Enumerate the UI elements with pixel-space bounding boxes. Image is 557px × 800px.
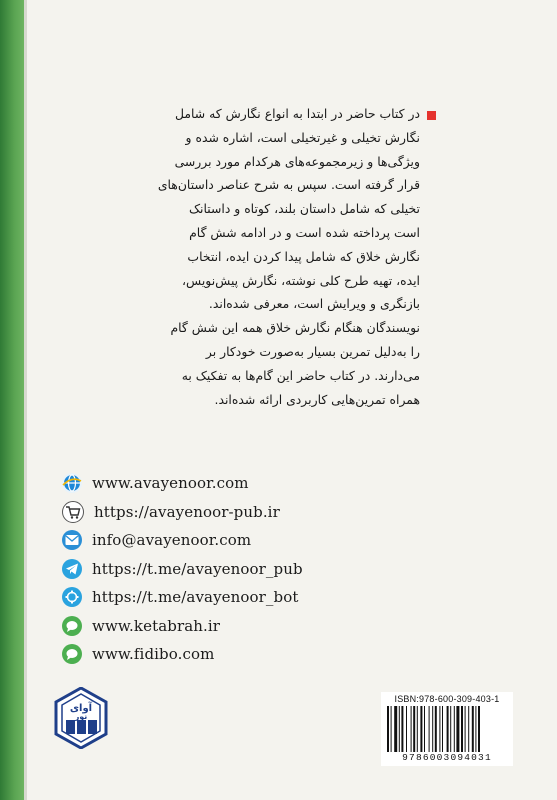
green-spine-strip [0, 0, 24, 800]
contact-links-list [62, 470, 303, 670]
svg-text:آوای: آوای [69, 703, 93, 714]
isbn-label: ISBN:978-600-309-403-1 [394, 694, 500, 704]
barcode-bar [413, 706, 415, 752]
fidibo-url: www.fidibo.com [92, 645, 215, 663]
red-bullet-square [427, 111, 436, 120]
barcode-bar [387, 706, 389, 752]
mail-icon [62, 530, 82, 550]
shop-link[interactable] [62, 499, 303, 525]
description-line: در کتاب حاضر در ابتدا به انواع نگارش که شامل [174, 106, 420, 121]
globe-icon [62, 473, 82, 493]
chat-bubble-icon [62, 616, 82, 636]
svg-text:نور: نور [74, 712, 88, 721]
barcode-bar [439, 706, 440, 752]
description-line: ایده، تهیه طرح کلی نوشته، نگارش پیش‌نویس، [182, 272, 420, 288]
description-line: نویسندگان هنگام نگارش خلاق همه این شش گام [170, 320, 420, 336]
barcode-bar [394, 706, 397, 752]
barcode-bar [465, 706, 466, 752]
barcode [387, 706, 507, 752]
barcode-bar [442, 706, 443, 752]
barcode-bar [411, 706, 412, 752]
ketabrah-url: www.ketabrah.ir [92, 616, 221, 635]
barcode-bar [461, 706, 463, 752]
telegram-bot-url: https://t.me/avayenoor_bot [92, 588, 299, 606]
description-line: نگارش تخیلی و غیرتخیلی است، اشاره شده و [185, 129, 420, 145]
barcode-bar [472, 706, 474, 752]
telegram-channel-url: https://t.me/avayenoor_pub [92, 559, 303, 578]
website-url: www.avayenoor.com [92, 474, 249, 492]
description-line: همراه تمرین‌هایی کاربردی ارائه شده‌اند. [214, 391, 420, 407]
barcode-bar [475, 706, 476, 752]
barcode-bar [429, 706, 430, 752]
email-link[interactable] [62, 527, 303, 553]
chat-bubble-icon [62, 644, 82, 664]
description-line: قرار گرفته است. سپس به شرح عناصر داستان‌های [157, 177, 420, 193]
barcode-bar [454, 706, 455, 752]
barcode-bar [401, 706, 403, 752]
barcode-bar [468, 706, 469, 752]
barcode-bar [406, 706, 407, 752]
barcode-bar [391, 706, 392, 752]
barcode-bar [435, 706, 437, 752]
book-description [150, 102, 420, 411]
ketabrah-link[interactable] [62, 613, 303, 639]
description-line: ویژگی‌ها و زیرمجموعه‌های هرکدام مورد بررسی [174, 153, 420, 169]
barcode-bar [450, 706, 451, 752]
barcode-bar [447, 706, 449, 752]
barcode-bar [456, 706, 459, 752]
barcode-bar [417, 706, 418, 752]
shopping-cart-icon [62, 501, 84, 523]
barcode-bar [420, 706, 422, 752]
barcode-bar [424, 706, 425, 752]
website-link[interactable] [62, 470, 303, 496]
description-line: را به‌دلیل تمرین بسیار به‌صورت خودکار بر [205, 343, 420, 359]
telegram-bot-link[interactable] [62, 584, 303, 610]
barcode-bar [399, 706, 400, 752]
barcode-number: 9786003094031 [402, 752, 492, 763]
telegram-channel-link[interactable] [62, 556, 303, 582]
publisher-logo [54, 687, 108, 749]
description-line: می‌دارند. در کتاب حاضر این گام‌ها به تفکیک به [181, 367, 420, 383]
telegram-bot-icon [62, 587, 82, 607]
spine-edge [24, 0, 27, 800]
isbn-barcode-panel [381, 692, 513, 766]
fidibo-link[interactable] [62, 641, 303, 667]
description-line: تخیلی که شامل داستان بلند، کوتاه و داستانک [188, 201, 420, 217]
description-line: بازنگری و ویرایش است، معرفی شده‌اند. [208, 296, 420, 312]
barcode-bar [432, 706, 433, 752]
barcode-bar [478, 706, 480, 752]
description-line: است پرداخته شده است و در ادامه شش گام [189, 224, 420, 240]
email-address: info@avayenoor.com [92, 531, 252, 549]
description-line: نگارش خلاق که شامل پیدا کردن ایده، انتخاب [187, 248, 420, 264]
telegram-icon [62, 559, 82, 579]
shop-url: https://avayenoor-pub.ir [94, 502, 280, 521]
